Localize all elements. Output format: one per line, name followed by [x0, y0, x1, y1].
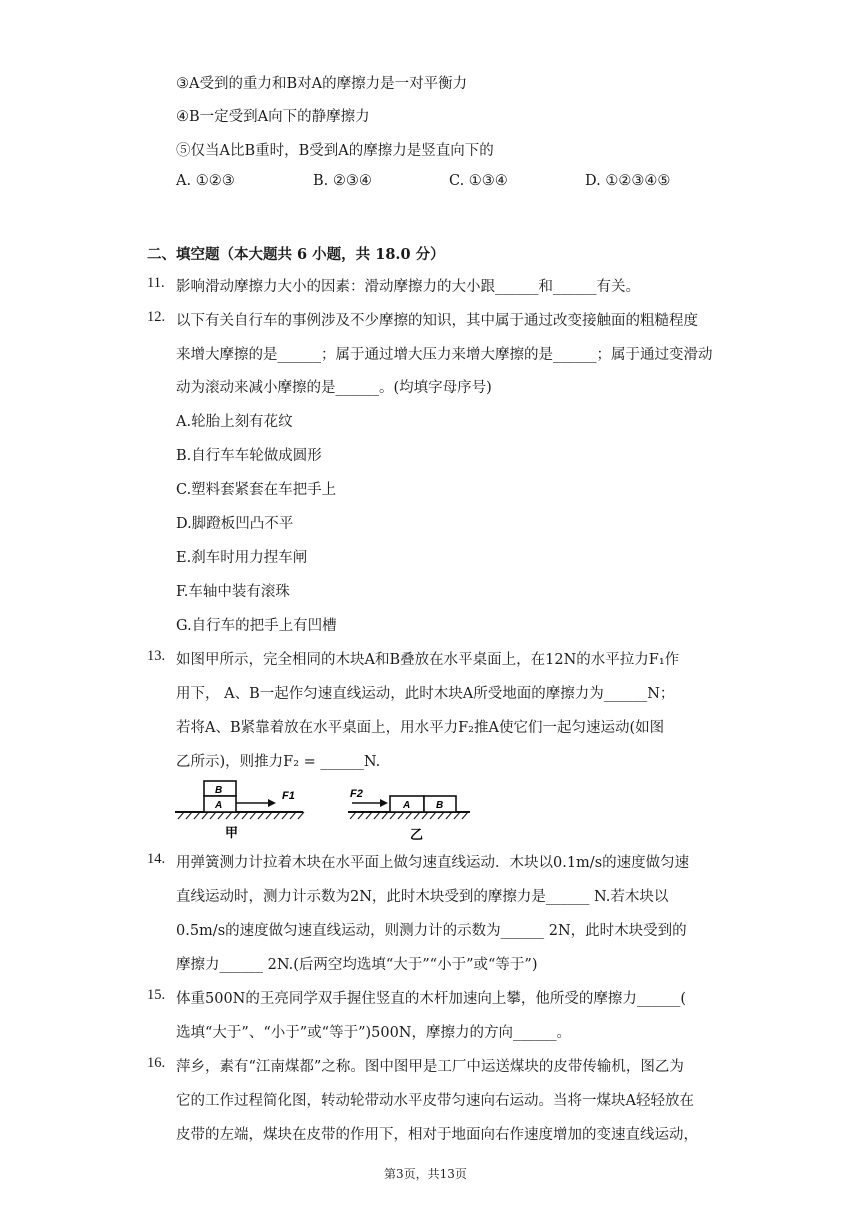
caption-yi: 乙 — [410, 827, 424, 842]
label-f2: F2 — [350, 788, 363, 800]
q16-line-1: 萍乡，素有“江南煤都”之称。图中图甲是工厂中运送煤块的皮带传输机，图乙为 — [176, 1059, 684, 1075]
label-b-yi: B — [436, 800, 444, 811]
q12-choice-g: G.自行车的把手上有凹槽 — [176, 618, 337, 634]
option-b: B. ②③④ — [313, 173, 372, 189]
figure-jia — [175, 781, 304, 840]
caption-jia: 甲 — [225, 825, 239, 840]
q12-line-1: 以下有关自行车的事例涉及不少摩擦的知识，其中属于通过改变接触面的粗糙程度 — [176, 313, 698, 329]
section-heading: 二、填空题（本大题共 6 小题，共 18.0 分） — [147, 246, 445, 263]
q16-line-3: 皮带的左端，煤块在皮带的作用下，相对于地面向右作速度增加的变速直线运动， — [176, 1127, 698, 1143]
q14-number: 14. — [147, 851, 166, 867]
q12-choice-b: B.自行车车轮做成圆形 — [176, 448, 322, 464]
q12-choice-d: D.脚蹬板凹凸不平 — [176, 516, 294, 532]
friction-figure — [170, 775, 490, 845]
label-f1: F1 — [282, 790, 295, 802]
q15-line-2: 选填“大于”、“小于”或“等于”)500N，摩擦力的方向______。 — [176, 1025, 571, 1041]
q12-choice-c: C.塑料套紧套在车把手上 — [176, 482, 337, 498]
q14-line-2: 直线运动时，测力计示数为2N，此时木块受到的摩擦力是______ N.若木块以 — [176, 889, 669, 905]
option-d: D. ①②③④⑤ — [585, 173, 671, 189]
option-c: C. ①③④ — [449, 173, 508, 189]
q12-choice-e: E.刹车时用力捏车闸 — [176, 550, 308, 566]
q15-number: 15. — [147, 987, 166, 1003]
q14-line-3: 0.5m/s的速度做匀速直线运动，则测力计的示数为______ 2N，此时木块受到的 — [176, 923, 687, 939]
page-footer: 第3页，共13页 — [384, 1167, 467, 1181]
q12-line-2: 来增大摩擦的是______；属于通过增大压力来增大摩擦的是______；属于通过变滑动 — [176, 347, 713, 363]
label-a-yi: A — [403, 800, 411, 811]
q11-number: 11. — [147, 275, 165, 291]
figure-yi — [348, 788, 470, 842]
statement-5: ⑤仅当A比B重时，B受到A的摩擦力是竖直向下的 — [176, 143, 494, 159]
statement-3: ③A受到的重力和B对A的摩擦力是一对平衡力 — [176, 76, 468, 92]
q16-line-2: 它的工作过程简化图，转动轮带动水平皮带匀速向右运动。当将一煤块A轻轻放在 — [176, 1093, 694, 1109]
q13-line-2: 用下， A、B一起作匀速直线运动，此时木块A所受地面的摩擦力为______N； — [176, 686, 675, 702]
q12-choice-a: A.轮胎上刻有花纹 — [176, 414, 293, 430]
statement-4: ④B一定受到A向下的静摩擦力 — [176, 109, 370, 125]
q15-line-1: 体重500N的王亮同学双手握住竖直的木杆加速向上攀，他所受的摩擦力______( — [176, 991, 687, 1007]
q16-number: 16. — [147, 1055, 166, 1071]
q13-line-1: 如图甲所示，完全相同的木块A和B叠放在水平桌面上，在12N的水平拉力F₁作 — [176, 652, 680, 668]
label-a-jia: A — [215, 800, 223, 811]
q13-number: 13. — [147, 648, 166, 664]
option-a: A. ①②③ — [176, 173, 235, 189]
q11-text: 影响滑动摩擦力大小的因素：滑动摩擦力的大小跟______和______有关。 — [176, 279, 640, 295]
q12-line-3: 动为滚动来减小摩擦的是______。(均填字母序号) — [176, 380, 492, 396]
label-b-jia: B — [215, 785, 223, 796]
q13-line-4: 乙所示)，则推力F₂ = ______N. — [176, 754, 381, 770]
q14-line-4: 摩擦力______ 2N.(后两空均选填“大于”“小于”或“等于”) — [176, 957, 538, 973]
q12-choice-f: F.车轴中装有滚珠 — [176, 584, 290, 600]
q13-line-3: 若将A、B紧靠着放在水平桌面上，用水平力F₂推A使它们一起匀速运动(如图 — [176, 720, 665, 736]
q12-number: 12. — [147, 309, 166, 325]
q14-line-1: 用弹簧测力计拉着木块在水平面上做匀速直线运动．木块以0.1m/s的速度做匀速 — [176, 855, 690, 871]
